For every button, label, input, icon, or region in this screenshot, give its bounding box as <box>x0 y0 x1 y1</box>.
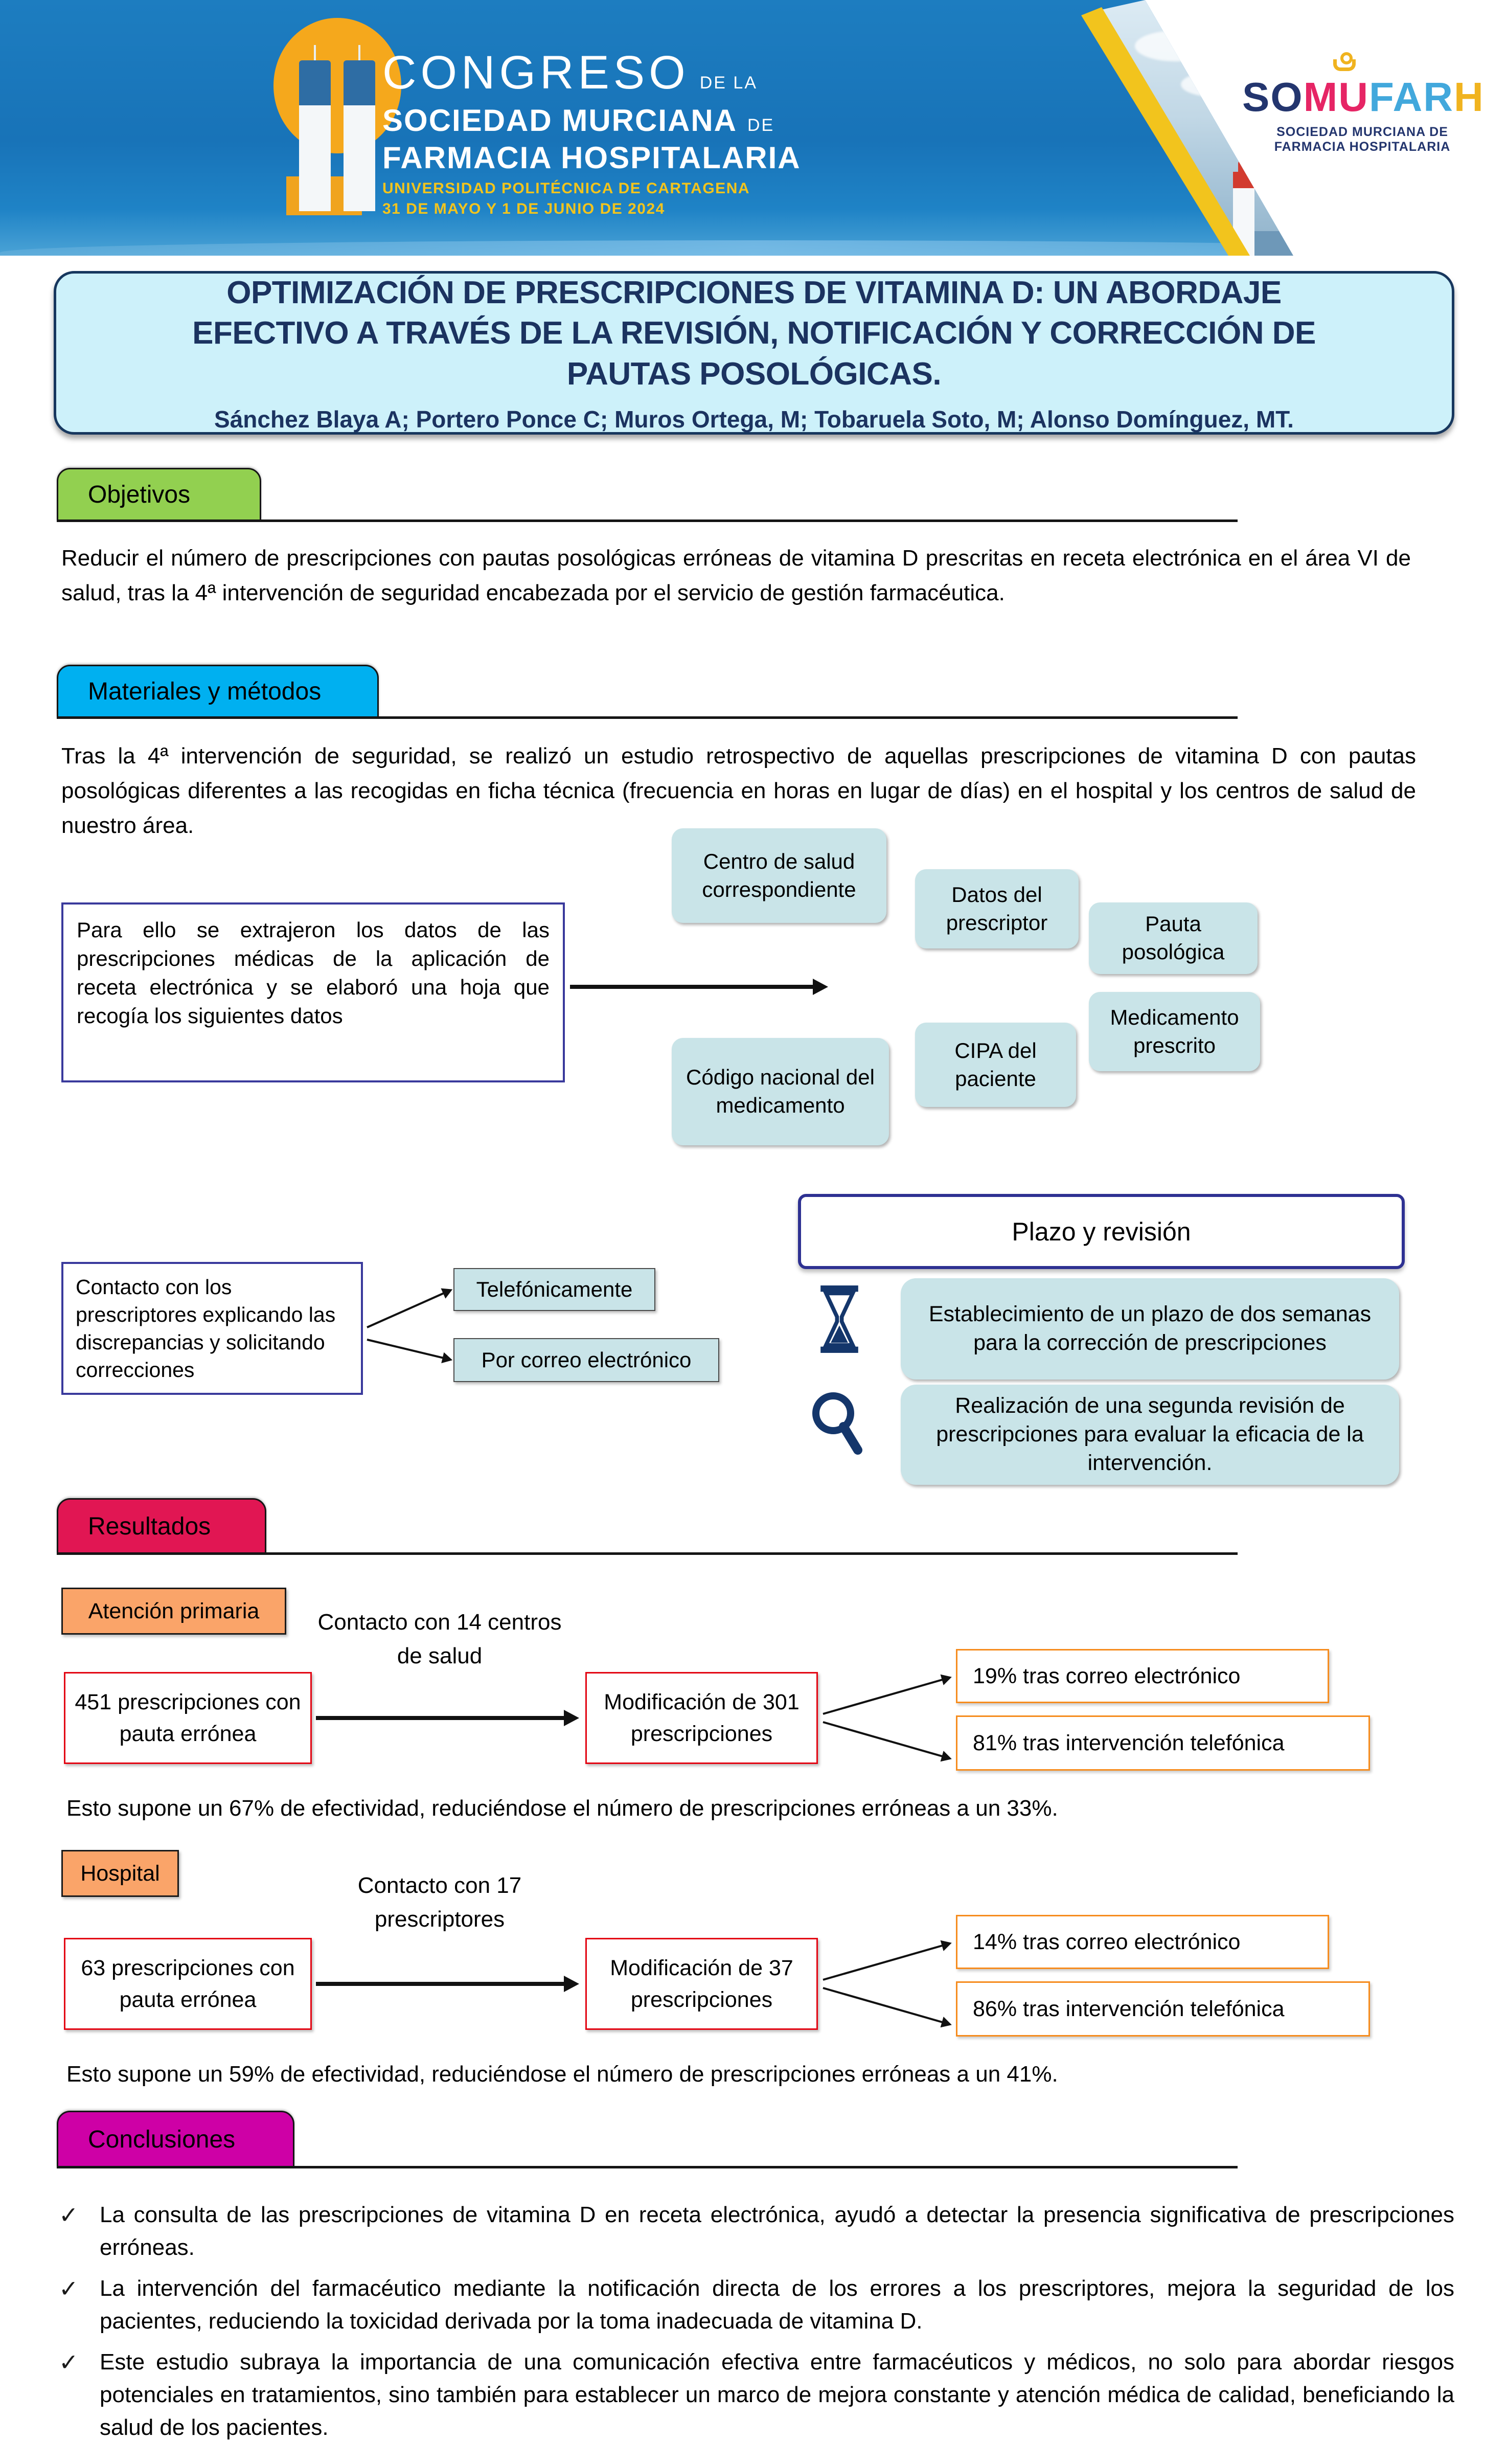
hospital-arrow-label: Contacto con 17 prescriptores <box>357 1873 522 1932</box>
primaria-arrow-label: Contacto con 14 centros de salud <box>317 1610 562 1668</box>
flow-arrow <box>367 1340 452 1360</box>
magnifying-glass-icon <box>809 1387 865 1468</box>
congress-de: DE <box>747 116 775 135</box>
header-banner <box>0 0 1507 256</box>
primaria-mid-box: Modificación de 301 prescripciones <box>585 1672 818 1764</box>
conclusions-list <box>59 2199 1454 2444</box>
contact-box: Contacto con los prescriptores explicando las discrepancias y solicitando correcciones <box>61 1262 363 1395</box>
poster-title: OPTIMIZACIÓN DE PRESCRIPCIONES DE VITAMINA D: UN ABORDAJE EFECTIVO A TRAVÉS DE LA REVISIÓN, NOTIFICACIÓN Y CORRECCIÓN DE PAUTAS POSOLÓGICAS. <box>192 275 1316 392</box>
section-divider <box>57 519 1238 522</box>
data-item-box: Medicamento prescrito <box>1089 992 1260 1071</box>
congress-sociedad: SOCIEDAD MURCIANA <box>382 103 737 138</box>
section-divider <box>57 716 1238 719</box>
objetivos-body: Reducir el número de prescripciones con pautas posológicas erróneas de vitamina D prescritas en receta electrónica en el área VI de salud, tras la 4ª intervención de seguridad encabezada por el servicio de gestión farmacéutica. <box>61 546 1411 605</box>
conclusion-item <box>59 2199 1454 2264</box>
conclusion-text: La intervención del farmacéutico mediante la notificación directa de los errores a los prescriptores, mejora la seguridad de los pacientes, reduciendo la toxicidad derivada por la toma inadecuada de vitamina D. <box>100 2276 1454 2334</box>
somufarh-h: H <box>1454 74 1485 120</box>
congress-title: CONGRESO <box>382 47 690 99</box>
hospital-start-box: 63 prescripciones con pauta errónea <box>64 1938 312 2030</box>
tag-hospital: Hospital <box>61 1850 179 1897</box>
flow-arrow <box>823 1988 952 2025</box>
flow-arrow <box>823 1943 952 1980</box>
flow-arrow <box>367 1290 452 1327</box>
hospital-outcome-phone: 86% tras intervención telefónica <box>956 1981 1370 2037</box>
contact-method-phone: Telefónicamente <box>453 1268 655 1311</box>
primaria-start-box: 451 prescripciones con pauta errónea <box>64 1672 312 1764</box>
conclusion-item <box>59 2346 1454 2444</box>
check-icon: ✓ <box>59 2275 79 2302</box>
lighthouse-tower-icon <box>344 60 375 211</box>
congress-logo <box>382 49 801 218</box>
mortar-knob-icon <box>1340 52 1353 64</box>
hospital-summary: Esto supone un 59% de efectividad, reduciéndose el número de prescripciones erróneas a un 41%. <box>66 2062 1058 2087</box>
plazo-item-deadline: Establecimiento de un plazo de dos semanas para la corrección de prescripciones <box>901 1278 1399 1380</box>
conclusion-item <box>59 2272 1454 2338</box>
data-item-box: Centro de salud correspondiente <box>672 828 886 923</box>
section-heading-resultados <box>57 1498 266 1554</box>
materiales-body: Tras la 4ª intervención de seguridad, se realizó un estudio retrospectivo de aquellas prescripciones de vitamina D con pautas posológicas diferentes a las recogidas en ficha técnica (frecuencia en horas en lugar de días) en el hospital y los centros de salud de nuestro área. <box>61 743 1416 838</box>
section-heading-label: Objetivos <box>88 481 191 508</box>
conclusion-text: Este estudio subraya la importancia de una comunicación efectiva entre farmacéuticos y médicos, no solo para abordar riesgos potenciales en tratamientos, sino también para establecer un marco de mejora constante y atención médica de calidad, beneficiando la salud de los pacientes. <box>100 2349 1454 2440</box>
congress-venue: UNIVERSIDAD POLITÉCNICA DE CARTAGENA <box>382 180 750 197</box>
plazo-title: Plazo y revisión <box>1012 1217 1191 1246</box>
flow-arrow <box>823 1677 952 1714</box>
section-heading-label: Resultados <box>88 1512 211 1540</box>
tag-atencion-primaria: Atención primaria <box>61 1588 286 1635</box>
plazo-title-box <box>798 1194 1405 1269</box>
check-icon: ✓ <box>59 2349 79 2376</box>
congress-farmacia: FARMACIA HOSPITALARIA <box>382 141 801 175</box>
section-heading-objetivos <box>57 468 261 522</box>
section-heading-label: Conclusiones <box>88 2126 236 2153</box>
poster-authors: Sánchez Blaya A; Portero Ponce C; Muros Ortega, M; Tobaruela Soto, M; Alonso Domínguez, MT. <box>214 406 1294 433</box>
contact-method-email: Por correo electrónico <box>453 1338 719 1382</box>
primaria-outcome-phone: 81% tras intervención telefónica <box>956 1715 1370 1771</box>
hospital-outcome-email: 14% tras correo electrónico <box>956 1915 1329 1969</box>
data-item-box: Datos del prescriptor <box>915 869 1079 948</box>
conclusion-text: La consulta de las prescripciones de vitamina D en receta electrónica, ayudó a detectar la presencia significativa de prescripciones erróneas. <box>100 2202 1454 2260</box>
flow-arrow <box>823 1722 952 1759</box>
plazo-item-review: Realización de una segunda revisión de prescripciones para evaluar la eficacia de la intervención. <box>901 1385 1399 1485</box>
somufarh-mu: MU <box>1303 74 1369 120</box>
data-item-box: Pauta posológica <box>1089 902 1258 974</box>
hospital-mid-box: Modificación de 37 prescripciones <box>585 1938 818 2030</box>
section-heading-materiales <box>57 665 379 718</box>
primaria-summary: Esto supone un 67% de efectividad, reduciéndose el número de prescripciones erróneas a un 33%. <box>66 1796 1058 1821</box>
congress-de-la: DE LA <box>699 73 758 93</box>
somufarh-so: SO <box>1242 74 1304 120</box>
somufarh-subtitle: SOCIEDAD MURCIANA DE FARMACIA HOSPITALARIA <box>1274 125 1451 154</box>
hourglass-icon <box>816 1283 863 1355</box>
primaria-outcome-email: 19% tras correo electrónico <box>956 1649 1329 1703</box>
section-heading-label: Materiales y métodos <box>88 678 322 705</box>
lighthouse-tower-icon <box>299 60 331 211</box>
somufarh-logo <box>1242 74 1485 154</box>
data-item-box: CIPA del paciente <box>915 1023 1076 1107</box>
congress-dates: 31 DE MAYO Y 1 DE JUNIO DE 2024 <box>382 200 665 217</box>
section-divider <box>57 2166 1238 2168</box>
somufarh-far: FAR <box>1369 74 1454 120</box>
section-divider <box>57 1552 1238 1555</box>
title-box <box>54 271 1454 435</box>
section-heading-conclusiones <box>57 2111 294 2168</box>
check-icon: ✓ <box>59 2202 79 2228</box>
extraction-box: Para ello se extrajeron los datos de las prescripciones médicas de la aplicación de receta electrónica y se elaboró una hoja que recogía los siguientes datos <box>61 902 565 1082</box>
data-item-box: Código nacional del medicamento <box>672 1038 889 1145</box>
